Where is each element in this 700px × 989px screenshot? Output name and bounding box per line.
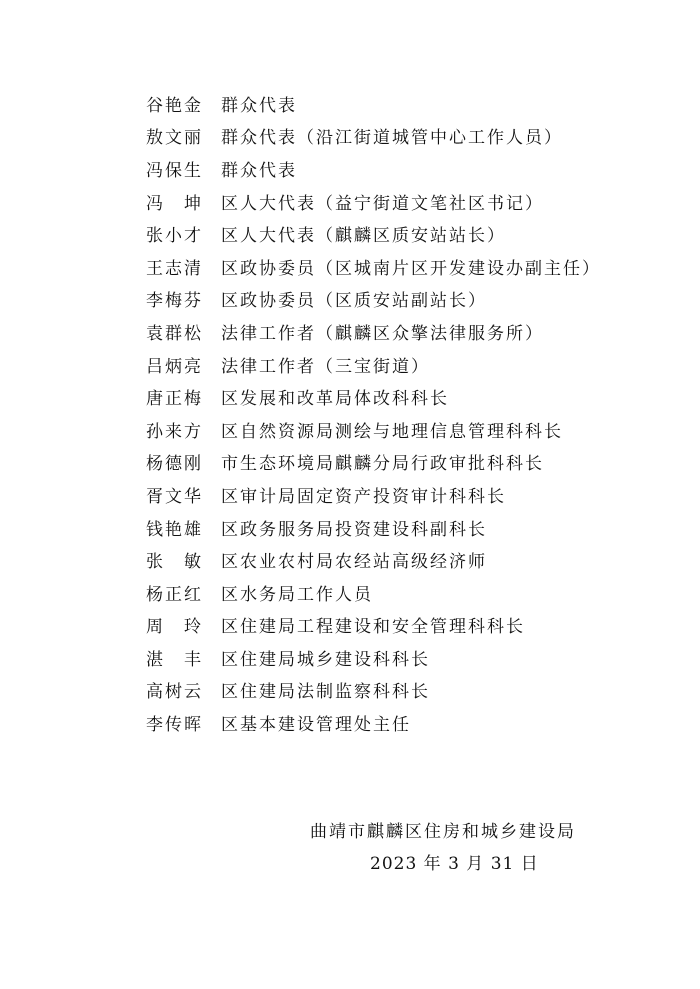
member-row <box>146 318 601 351</box>
member-role: 区人大代表（麒麟区质安站站长） <box>221 226 506 247</box>
member-role: 法律工作者（麒麟区众擎法律服务所） <box>221 323 544 344</box>
member-role: 区基本建设管理处主任 <box>221 715 411 736</box>
member-role: 区自然资源局测绘与地理信息管理科科长 <box>221 421 563 442</box>
member-row <box>146 546 601 579</box>
member-role: 区住建局城乡建设科科长 <box>221 649 430 670</box>
issue-date: 2023 年 3 月 31 日 <box>370 854 539 874</box>
member-row <box>146 220 601 253</box>
member-name: 吕炳亮 <box>146 356 203 377</box>
member-role: 区审计局固定资产投资审计科科长 <box>221 486 506 507</box>
member-role: 区发展和改革局体改科科长 <box>221 389 449 410</box>
member-name: 唐正梅 <box>146 389 203 410</box>
member-name: 杨正红 <box>146 584 203 605</box>
member-row <box>146 351 601 384</box>
member-role: 区政协委员（区城南片区开发建设办副主任） <box>221 258 601 279</box>
member-name: 谷艳金 <box>146 95 203 116</box>
member-name: 高树云 <box>146 682 203 703</box>
member-row <box>146 612 601 645</box>
member-name: 杨德刚 <box>146 454 203 475</box>
member-row <box>146 416 601 449</box>
member-name: 李梅芬 <box>146 291 203 312</box>
member-list <box>146 90 601 742</box>
member-row <box>146 481 601 514</box>
member-name: 敖文丽 <box>146 128 203 149</box>
member-name: 孙来方 <box>146 421 203 442</box>
member-role: 区住建局工程建设和安全管理科科长 <box>221 617 525 638</box>
member-name: 冯 坤 <box>146 193 203 214</box>
member-row <box>146 90 601 123</box>
member-name: 张 敏 <box>146 552 203 573</box>
member-row <box>146 677 601 710</box>
issuing-organization: 曲靖市麒麟区住房和城乡建设局 <box>310 822 576 842</box>
member-name: 王志清 <box>146 258 203 279</box>
member-row <box>146 644 601 677</box>
member-role: 法律工作者（三宝街道） <box>221 356 430 377</box>
member-role: 市生态环境局麒麟分局行政审批科科长 <box>221 454 544 475</box>
member-row <box>146 188 601 221</box>
member-name: 袁群松 <box>146 323 203 344</box>
member-role: 群众代表 <box>221 95 297 116</box>
member-row <box>146 155 601 188</box>
member-role: 区水务局工作人员 <box>221 584 373 605</box>
member-role: 区人大代表（益宁街道文笔社区书记） <box>221 193 544 214</box>
member-role: 区政协委员（区质安站副站长） <box>221 291 487 312</box>
member-row <box>146 449 601 482</box>
member-row <box>146 286 601 319</box>
member-row <box>146 123 601 156</box>
member-role: 群众代表（沿江街道城管中心工作人员） <box>221 128 563 149</box>
member-row <box>146 709 601 742</box>
member-role: 区住建局法制监察科科长 <box>221 682 430 703</box>
member-role: 区政务服务局投资建设科副科长 <box>221 519 487 540</box>
member-row <box>146 253 601 286</box>
member-name: 李传晖 <box>146 715 203 736</box>
member-row <box>146 579 601 612</box>
member-name: 周 玲 <box>146 617 203 638</box>
member-name: 胥文华 <box>146 486 203 507</box>
member-name: 冯保生 <box>146 160 203 181</box>
member-name: 钱艳雄 <box>146 519 203 540</box>
member-role: 区农业农村局农经站高级经济师 <box>221 552 487 573</box>
member-name: 湛 丰 <box>146 649 203 670</box>
member-name: 张小才 <box>146 226 203 247</box>
member-row <box>146 514 601 547</box>
member-row <box>146 383 601 416</box>
member-role: 群众代表 <box>221 160 297 181</box>
